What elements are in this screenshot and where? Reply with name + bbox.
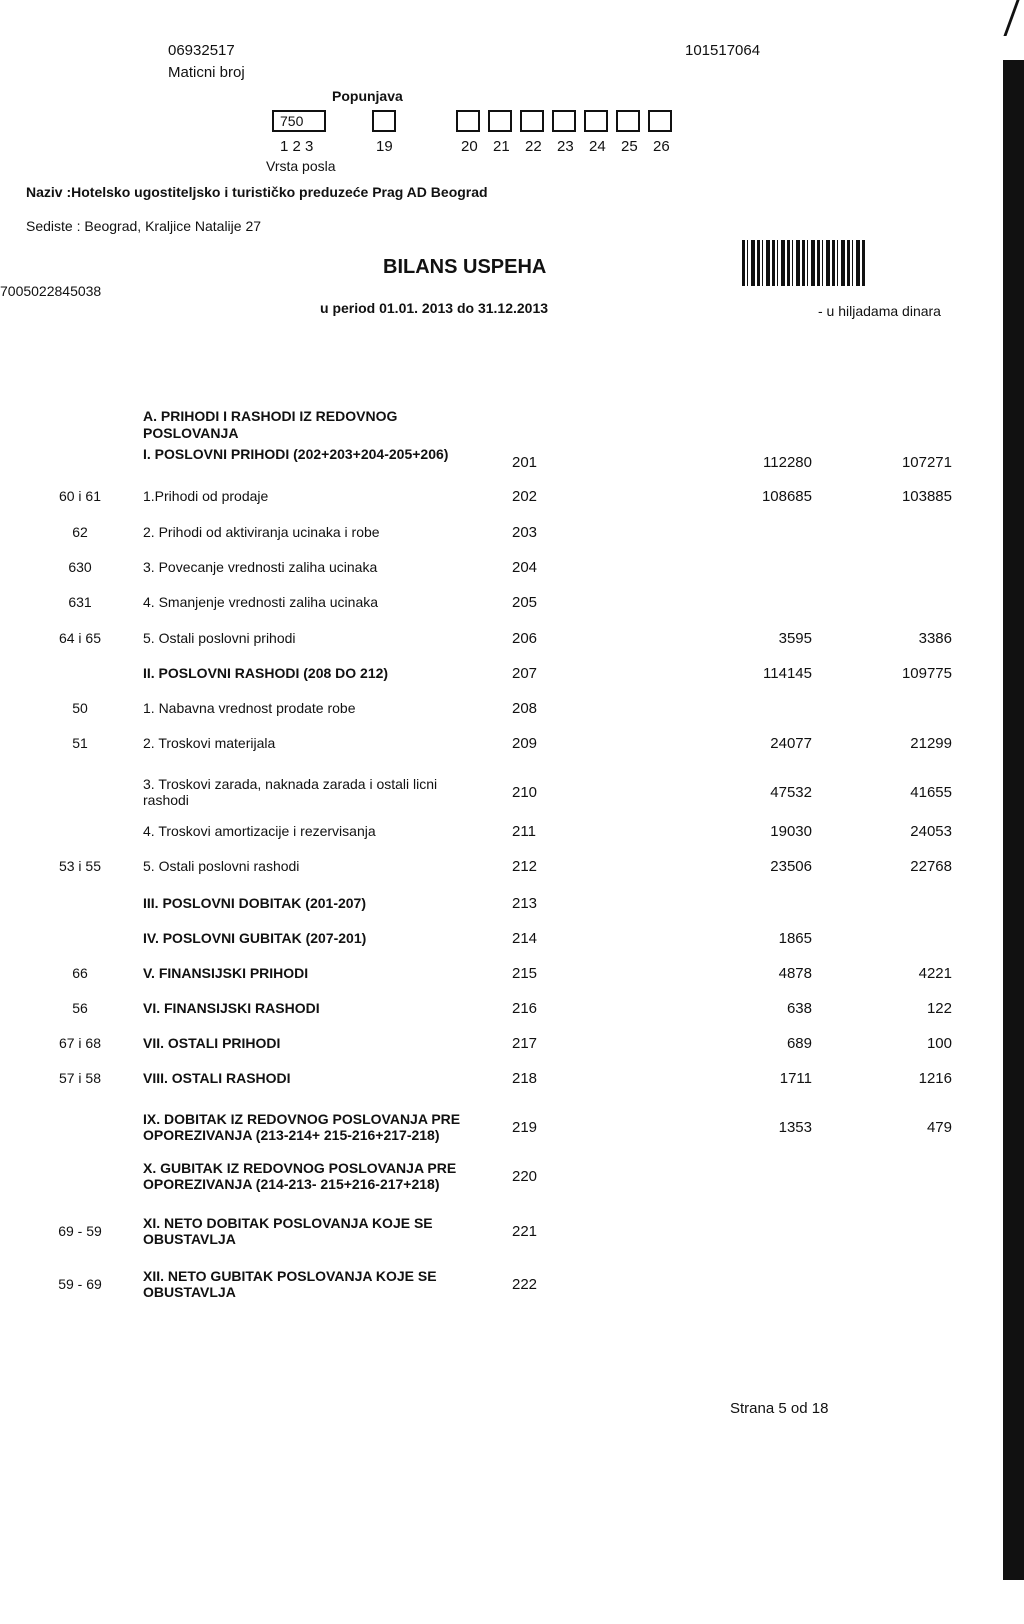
current-year-cell: 3595 — [778, 630, 812, 647]
section-heading: A. PRIHODI I RASHODI IZ REDOVNOG POSLOVANJA — [143, 408, 398, 441]
description-cell: IX. DOBITAK IZ REDOVNOG POSLOVANJA PRE OPOREZIVANJA (213-214+ 215-216+217-218) — [143, 1111, 461, 1143]
table-row — [0, 594, 1024, 628]
box-number-24: 24 — [589, 138, 606, 155]
table-row — [0, 1215, 1024, 1249]
company-name: Naziv :Hotelsko ugostiteljsko i turističko preduzeće Prag AD Beograd — [26, 184, 488, 200]
table-row — [0, 1111, 1024, 1145]
current-year-cell: 1353 — [778, 1119, 812, 1136]
account-code-cell: 64 i 65 — [58, 630, 102, 646]
aop-code-cell: 216 — [512, 1000, 538, 1017]
box-number-21: 21 — [493, 138, 510, 155]
account-code-cell: 50 — [72, 700, 88, 716]
previous-year-cell: 21299 — [910, 735, 952, 752]
company-seat: Sediste : Beograd, Kraljice Natalije 27 — [26, 218, 262, 234]
previous-year-cell: 3386 — [918, 630, 952, 647]
box-26 — [648, 110, 672, 132]
current-year-cell: 24077 — [770, 735, 812, 752]
account-code-cell: 56 — [72, 1000, 88, 1016]
box-25 — [616, 110, 640, 132]
account-code-cell: 53 i 55 — [58, 858, 102, 874]
table-row — [0, 559, 1024, 593]
current-year-cell: 112280 — [763, 454, 812, 471]
scan-edge-bar — [1003, 60, 1024, 1580]
aop-code-cell: 212 — [512, 858, 538, 875]
reporting-period: u period 01.01. 2013 do 31.12.2013 — [320, 300, 549, 316]
barcode-image — [742, 240, 866, 286]
table-row — [0, 524, 1024, 558]
current-year-cell: 114145 — [763, 665, 812, 682]
aop-code-cell: 204 — [512, 559, 538, 576]
description-cell: III. POSLOVNI DOBITAK (201-207) — [143, 895, 367, 911]
digits-123: 1 2 3 — [280, 138, 314, 155]
box-number-20: 20 — [461, 138, 478, 155]
aop-code-cell: 217 — [512, 1035, 538, 1052]
current-year-cell: 108685 — [761, 488, 812, 505]
page-number: Strana 5 od 18 — [730, 1400, 829, 1417]
box-23 — [552, 110, 576, 132]
description-cell: XI. NETO DOBITAK POSLOVANJA KOJE SE OBUSTAVLJA — [143, 1215, 433, 1247]
previous-year-cell: 100 — [926, 1035, 952, 1052]
description-cell: 2. Prihodi od aktiviranja ucinaka i robe — [143, 524, 380, 540]
aop-code-cell: 202 — [512, 488, 538, 505]
description-cell: II. POSLOVNI RASHODI (208 DO 212) — [143, 665, 389, 681]
description-cell: I. POSLOVNI PRIHODI (202+203+204-205+206) — [143, 446, 449, 462]
account-code-cell: 67 i 68 — [58, 1035, 102, 1051]
aop-code-cell: 222 — [512, 1276, 538, 1293]
box-number-26: 26 — [653, 138, 670, 155]
description-cell: 4. Troskovi amortizacije i rezervisanja — [143, 823, 376, 839]
account-code-cell: 66 — [72, 965, 88, 981]
box-19 — [372, 110, 396, 132]
table-row — [0, 1268, 1024, 1302]
table-row — [0, 895, 1024, 929]
current-year-cell: 4878 — [778, 965, 812, 982]
aop-code-cell: 203 — [512, 524, 538, 541]
table-row — [0, 700, 1024, 734]
account-code-cell: 69 - 59 — [58, 1223, 102, 1239]
account-code-cell: 51 — [72, 735, 88, 751]
description-cell: 1. Nabavna vrednost prodate robe — [143, 700, 356, 716]
description-cell: IV. POSLOVNI GUBITAK (207-201) — [143, 930, 367, 946]
aop-code-cell: 218 — [512, 1070, 538, 1087]
aop-code-cell: 207 — [512, 665, 538, 682]
box-21 — [488, 110, 512, 132]
previous-year-cell: 109775 — [901, 665, 952, 682]
previous-year-cell: 479 — [926, 1119, 952, 1136]
description-cell: 3. Povecanje vrednosti zaliha ucinaka — [143, 559, 378, 575]
box-20 — [456, 110, 480, 132]
previous-year-cell: 107271 — [901, 454, 952, 471]
aop-code-cell: 210 — [512, 784, 538, 801]
aop-code-cell: 205 — [512, 594, 538, 611]
box-24 — [584, 110, 608, 132]
box-number-25: 25 — [621, 138, 638, 155]
previous-year-cell: 1216 — [918, 1070, 952, 1087]
box-number-23: 23 — [557, 138, 574, 155]
table-row — [0, 930, 1024, 964]
table-row — [0, 630, 1024, 664]
activity-code-box — [272, 110, 326, 132]
table-row — [0, 446, 1024, 480]
table-row — [0, 776, 1024, 810]
description-cell: 3. Troskovi zarada, naknada zarada i ostali licni rashodi — [143, 776, 438, 808]
current-year-cell: 638 — [786, 1000, 812, 1017]
units-note: - u hiljadama dinara — [818, 303, 941, 319]
company-code: 7005022845038 — [0, 283, 102, 299]
aop-code-cell: 211 — [512, 823, 536, 840]
description-cell: VII. OSTALI PRIHODI — [143, 1035, 281, 1051]
scan-edge-mark-top — [1003, 0, 1019, 36]
description-cell: XII. NETO GUBITAK POSLOVANJA KOJE SE OBUSTAVLJA — [143, 1268, 437, 1300]
description-cell: V. FINANSIJSKI PRIHODI — [143, 965, 309, 981]
table-row — [0, 965, 1024, 999]
box-number-22: 22 — [525, 138, 542, 155]
description-cell: 2. Troskovi materijala — [143, 735, 276, 751]
previous-year-cell: 22768 — [910, 858, 952, 875]
current-year-cell: 23506 — [770, 858, 812, 875]
aop-code-cell: 215 — [512, 965, 538, 982]
table-row — [0, 858, 1024, 892]
description-cell: 5. Ostali poslovni rashodi — [143, 858, 300, 874]
previous-year-cell: 41655 — [910, 784, 952, 801]
aop-code-cell: 206 — [512, 630, 538, 647]
document-title: BILANS USPEHA — [383, 256, 547, 278]
current-year-cell: 47532 — [770, 784, 812, 801]
box-22 — [520, 110, 544, 132]
account-code-cell: 57 i 58 — [58, 1070, 102, 1086]
aop-code-cell: 213 — [512, 895, 538, 912]
account-code-cell: 631 — [68, 594, 92, 610]
table-row — [0, 823, 1024, 857]
aop-code-cell: 221 — [512, 1223, 538, 1240]
current-year-cell: 1865 — [778, 930, 812, 947]
aop-code-cell: 201 — [512, 454, 538, 471]
maticni-number: 06932517 — [168, 42, 235, 59]
aop-code-cell: 214 — [512, 930, 538, 947]
table-row — [0, 665, 1024, 699]
table-row — [0, 1035, 1024, 1069]
popunjava-label: Popunjava — [332, 88, 403, 104]
table-row — [0, 1000, 1024, 1034]
vrsta-posla-label: Vrsta posla — [266, 158, 336, 174]
previous-year-cell: 122 — [926, 1000, 952, 1017]
account-code-cell: 630 — [68, 559, 92, 575]
aop-code-cell: 220 — [512, 1168, 538, 1185]
description-cell: 1.Prihodi od prodaje — [143, 488, 269, 504]
description-cell: 4. Smanjenje vrednosti zaliha ucinaka — [143, 594, 379, 610]
aop-code-cell: 208 — [512, 700, 538, 717]
table-row — [0, 488, 1024, 522]
account-code-cell: 60 i 61 — [58, 488, 102, 504]
table-row — [0, 1070, 1024, 1104]
description-cell: X. GUBITAK IZ REDOVNOG POSLOVANJA PRE OPOREZIVANJA (214-213- 215+216-217+218) — [143, 1160, 457, 1192]
registration-number: 101517064 — [685, 42, 761, 59]
previous-year-cell: 4221 — [918, 965, 952, 982]
previous-year-cell: 24053 — [910, 823, 952, 840]
activity-code-value: 750 — [280, 113, 304, 129]
description-cell: VI. FINANSIJSKI RASHODI — [143, 1000, 320, 1016]
maticni-label: Maticni broj — [168, 64, 245, 81]
aop-code-cell: 219 — [512, 1119, 538, 1136]
digit-19: 19 — [376, 138, 393, 155]
description-cell: VIII. OSTALI RASHODI — [143, 1070, 291, 1086]
description-cell: 5. Ostali poslovni prihodi — [143, 630, 296, 646]
current-year-cell: 19030 — [770, 823, 812, 840]
current-year-cell: 1711 — [779, 1070, 812, 1087]
previous-year-cell: 103885 — [901, 488, 952, 505]
account-code-cell: 59 - 69 — [58, 1276, 102, 1292]
table-row — [0, 1160, 1024, 1194]
current-year-cell: 689 — [786, 1035, 812, 1052]
account-code-cell: 62 — [72, 524, 88, 540]
table-row — [0, 735, 1024, 769]
aop-code-cell: 209 — [512, 735, 538, 752]
